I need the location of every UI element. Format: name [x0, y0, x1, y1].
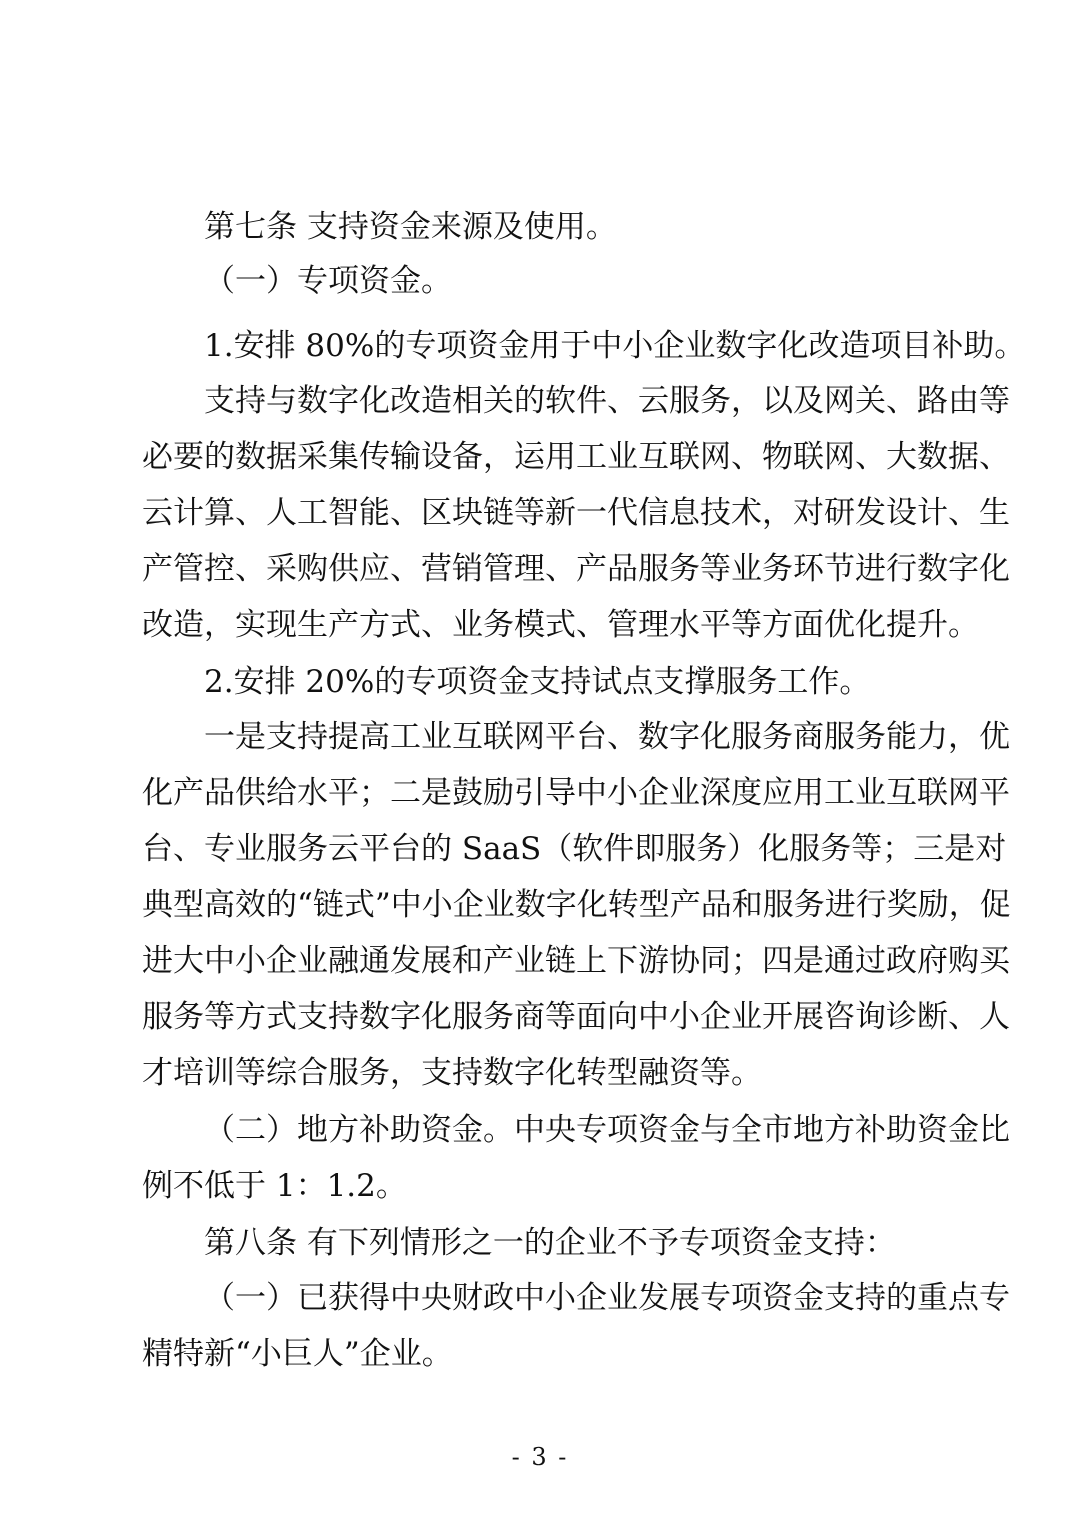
- paragraph-line: 必要的数据采集传输设备，运用工业互联网、物联网、大数据、: [142, 439, 1010, 475]
- article-7-heading: 第七条 支持资金来源及使用。: [204, 209, 617, 245]
- paragraph-line: 典型高效的“链式”中小企业数字化转型产品和服务进行奖励，促: [142, 887, 1011, 923]
- article-8-heading: 第八条 有下列情形之一的企业不予专项资金支持：: [204, 1225, 896, 1261]
- paragraph-line: 支持与数字化改造相关的软件、云服务，以及网关、路由等: [204, 383, 1010, 419]
- paragraph-line: 才培训等综合服务，支持数字化转型融资等。: [142, 1055, 762, 1091]
- paragraph-line: 产管控、采购供应、营销管理、产品服务等业务环节进行数字化: [142, 551, 1010, 587]
- paragraph-line: 服务等方式支持数字化服务商等面向中小企业开展咨询诊断、人: [142, 999, 1010, 1035]
- item-1-heading: 1.安排 80%的专项资金用于中小企业数字化改造项目补助。: [204, 328, 1026, 364]
- paragraph-line: （一）已获得中央财政中小企业发展专项资金支持的重点专: [204, 1280, 1010, 1316]
- section-1-heading: （一）专项资金。: [204, 263, 452, 299]
- paragraph-line: 精特新“小巨人”企业。: [142, 1336, 453, 1372]
- paragraph-line: 改造，实现生产方式、业务模式、管理水平等方面优化提升。: [142, 607, 979, 643]
- paragraph-line: 一是支持提高工业互联网平台、数字化服务商服务能力，优: [204, 719, 1010, 755]
- page-number: - 3 -: [511, 1443, 569, 1471]
- paragraph-line: 云计算、人工智能、区块链等新一代信息技术，对研发设计、生: [142, 495, 1010, 531]
- paragraph-line: 例不低于 1：1.2。: [142, 1168, 407, 1204]
- paragraph-line: 台、专业服务云平台的 SaaS（软件即服务）化服务等；三是对: [142, 831, 1007, 867]
- item-2-heading: 2.安排 20%的专项资金支持试点支撑服务工作。: [204, 664, 871, 700]
- section-2-heading: （二）地方补助资金。中央专项资金与全市地方补助资金比: [204, 1112, 1010, 1148]
- paragraph-line: 化产品供给水平；二是鼓励引导中小企业深度应用工业互联网平: [142, 775, 1010, 811]
- paragraph-line: 进大中小企业融通发展和产业链上下游协同；四是通过政府购买: [142, 943, 1010, 979]
